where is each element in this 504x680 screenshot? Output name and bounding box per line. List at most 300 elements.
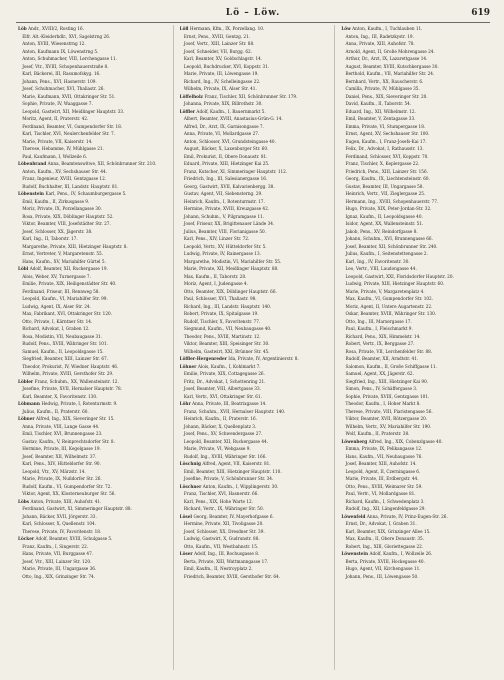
directory-entry	[18, 258, 167, 266]
entry-surname: Löhner	[179, 363, 198, 369]
entry-surname: Löhr	[179, 401, 193, 406]
entry-details: Berta, Private, XIII, Wattmanngasse 17.	[183, 558, 269, 564]
directory-entry	[180, 220, 329, 228]
directory-entry	[341, 198, 490, 206]
directory-entry	[180, 168, 329, 176]
directory-entry	[341, 363, 490, 371]
directory-entry	[341, 258, 490, 266]
directory-entry	[18, 168, 167, 176]
directory-entry	[341, 543, 490, 551]
directory-entry	[18, 63, 167, 71]
entry-details: Ida, Private, IV, Argentinierstr. 8.	[228, 356, 299, 361]
directory-entry	[180, 175, 329, 183]
entry-details: Johann, Schuhm., V, Pilgramgasse 11.	[183, 213, 265, 219]
directory-entry	[18, 378, 167, 386]
directory-entry	[341, 348, 490, 356]
directory-entry	[18, 475, 167, 483]
directory-entry	[341, 490, 490, 498]
entry-details: Gustav, Kaufm., V, Reinprechtsdorfer Str. 8.	[22, 438, 115, 444]
entry-details: Berta, Private, XVIII, Hockegasse 40.	[345, 558, 425, 564]
directory-entry	[18, 100, 167, 108]
directory-entry	[180, 288, 329, 296]
entry-details: Emilie, Private, XIX, Cottagegasse 26.	[183, 371, 265, 376]
entry-details: Franz, Schuhm., XX, Wallensteinstr. 12.	[34, 378, 119, 384]
entry-details: Rudolf, Tischler, X, Favoritenstr. 77.	[183, 318, 261, 324]
entry-details: Hugo, Private, XIX, Peter-Jordan-Str. 32.	[345, 206, 432, 211]
directory-entry	[180, 265, 329, 273]
directory-entry	[341, 415, 490, 423]
entry-details: Emma, Private, VI, Stumpergasse 18.	[345, 123, 426, 129]
directory-entry	[18, 48, 167, 56]
entry-details: Leopold, Agent, II, Czerningasse 6.	[345, 468, 421, 474]
entry-details: Otto, Private, I, Kärntner Str. 14.	[22, 318, 93, 324]
directory-entry	[341, 468, 490, 476]
directory-entry	[180, 310, 329, 318]
directory-entry	[341, 265, 490, 273]
entry-details: Wilhelm, Private, XVIII, Gersthofer Str. 29.	[22, 371, 114, 376]
entry-details: Siegfried, Ing., XIII, Hietzinger Kai 90.	[345, 378, 429, 384]
entry-surname: Löcker	[18, 536, 36, 541]
entry-details: Richard, Kaufm., I, Schwedenplatz 3.	[345, 498, 425, 504]
entry-details: Josef, Schlosser, XX, Jägerstr. 38.	[22, 228, 93, 234]
entry-details: Gustav, Agent, VII, Siebensterng. 29.	[183, 191, 263, 196]
entry-details: Richard, Pens., XIX, Himmelstr. 14.	[345, 333, 421, 339]
directory-entry	[180, 78, 329, 86]
entry-details: Moriz, Private, IX, Porzellangasse 30.	[22, 206, 103, 211]
directory-entry	[180, 475, 329, 483]
entry-details: Rudolf, Pens., XVIII, Währinger Str. 101.	[22, 341, 108, 346]
directory-entry	[180, 250, 329, 258]
entry-details: Josef, Schuhmacher, XVI, Thaliastr. 26.	[22, 86, 105, 91]
directory-entry	[18, 295, 167, 303]
directory-entry	[341, 183, 490, 191]
entry-details: Samuel, Kaufm., II, Leopoldsgasse 15.	[22, 348, 104, 354]
directory-entry	[18, 423, 167, 431]
entry-details: Richard, Ing., IV, Schelleingasse 22.	[183, 78, 261, 84]
directory-entry	[18, 415, 167, 423]
directory-entry	[18, 190, 167, 198]
directory-entry	[18, 160, 167, 168]
directory-entry	[180, 400, 329, 408]
entry-details: Karl, Vertr., XVI, Ottakringer Str. 61.	[183, 393, 262, 399]
entry-details: Hermine, Private, III, Kegelgasse 19.	[22, 446, 101, 451]
entry-details: Therese, Private, IV, Favoritenstr. 18.	[22, 528, 102, 534]
directory-entry	[341, 190, 490, 198]
entry-surname: Löbner	[18, 416, 37, 421]
entry-details: Josef, Beamter, VIII, Albertgasse 33.	[183, 386, 261, 391]
directory-entry	[18, 468, 167, 476]
entry-details: Josefine, Private, XVII, Hernalser Hauptstr. 78.	[22, 386, 122, 391]
directory-entry	[18, 348, 167, 356]
directory-entry	[18, 438, 167, 446]
directory-entry	[341, 340, 490, 348]
directory-entry	[341, 460, 490, 468]
entry-details: Anna, Private, VIII, Lange Gasse 44.	[22, 423, 100, 429]
entry-details: Rudolf, Kaufm., VI, Gumpendorfer Str. 72.	[22, 483, 112, 489]
entry-details: Simon, Pens., IV, Schäffergasse 3.	[345, 386, 418, 391]
directory-entry	[18, 243, 167, 251]
entry-details: Adolf, Ing., III, Rochusgasse 8.	[194, 551, 260, 556]
entry-details: Marie, Kaufmann, XVII, Ottakringer Str. 51.	[22, 93, 116, 99]
entry-surname: Löw	[341, 26, 353, 31]
directory-entry	[180, 445, 329, 453]
directory-entry	[18, 363, 167, 371]
directory-entry	[180, 295, 329, 303]
directory-entry	[180, 565, 329, 573]
entry-details: Anton, XVIII, Wiesenstrng 12.	[22, 41, 86, 46]
directory-entry	[180, 318, 329, 326]
directory-entry	[180, 100, 329, 108]
entry-details: Arthur, Dr., Arzt, IX, Lazarettgasse 14.	[345, 56, 428, 61]
entry-details: Alois, Weber, XV, Turnergasse 7.	[22, 273, 91, 279]
entry-details: Gustav, Beamter, III, Ungargasse 58.	[345, 183, 424, 189]
directory-entry	[180, 205, 329, 213]
directory-entry	[18, 535, 167, 543]
directory-column-3	[341, 25, 490, 670]
entry-details: Josef, Vtr., XVIII, Schopenhauerstraße 8.	[22, 63, 109, 69]
directory-entry	[180, 468, 329, 476]
entry-details: Marie, Private, IX, Nußdorfer Str. 26.	[22, 476, 102, 481]
entry-details: Johann, Bäcker, X, Quellenplatz 3.	[183, 423, 257, 429]
entry-details: Alfred, Agent, VII, Kaiserstr. 81.	[202, 461, 271, 466]
directory-entry	[18, 183, 167, 191]
directory-entry	[180, 513, 329, 521]
entry-surname: Löwenstein	[341, 551, 370, 556]
directory-entry	[18, 520, 167, 528]
directory-entry	[341, 85, 490, 93]
directory-entry	[341, 123, 490, 131]
directory-entry	[341, 400, 490, 408]
directory-entry	[341, 40, 490, 48]
directory-entry	[18, 505, 167, 513]
entry-details: Adolf, Beamter, XVIII, Schulgasse 5.	[35, 536, 113, 541]
entry-surname: Löbenbrand	[18, 161, 48, 166]
entry-details: Anton, Private, XIII, Auhofstr. 41.	[30, 498, 102, 504]
entry-details: Wilhelm, Gastwirt, XXI, Brünner Str. 45.	[183, 348, 270, 354]
directory-entry	[180, 408, 329, 416]
entry-details: Emil, Kaufm., II, Zirkusgasse 9.	[22, 198, 90, 204]
directory-entry	[341, 303, 490, 311]
entry-details: Leo, Vertr., VIII, Laudongasse 44.	[345, 266, 417, 271]
directory-entry	[341, 505, 490, 513]
directory-entry	[180, 370, 329, 378]
entry-details: Georg, Kaufm., IX, Liechtensteinstr. 60.	[345, 176, 430, 181]
directory-entry	[18, 445, 167, 453]
entry-details: Max, Fabrikant, XVI, Ottakringer Str. 120.	[22, 311, 112, 316]
entry-details: Julius, Beamter, VIII, Florianigasse 50.	[183, 228, 267, 234]
directory-entry	[18, 393, 167, 401]
directory-entry	[341, 453, 490, 461]
entry-details: Karl, Ing., II, Taborstr. 17.	[22, 236, 78, 241]
entry-details: Karl, Ing., IV, Favoritenstr. 30.	[345, 258, 410, 264]
entry-details: Berthold, Kaufm., VII, Mariahilfer Str. 24.	[345, 71, 435, 76]
entry-details: Marie, Private, III, Erdbergstr. 44.	[345, 476, 419, 481]
directory-entry	[180, 438, 329, 446]
entry-details: Karl, Beamter, X, Favoritenstr. 130.	[22, 393, 98, 399]
directory-entry	[18, 205, 167, 213]
entry-details: Albert, Beamter, XVIII, Anastasius-Grün-G. 14.	[183, 116, 283, 121]
directory-entry	[341, 438, 490, 446]
entry-surname: Löschner	[179, 483, 203, 489]
entry-details: Leopold, Buchdrucker, XVI, Koppstr. 31.	[183, 63, 270, 69]
entry-details: Max, Kaufm., VI, Gumpendorfer Str. 102.	[345, 296, 434, 301]
column-divider	[334, 25, 335, 670]
entry-details: Wilhelm, Private, IX, Alser Str. 41.	[183, 86, 257, 91]
directory-entry	[180, 228, 329, 236]
entry-details: Anna, Private, III, Beatrixgasse 14.	[192, 401, 267, 406]
entry-details: Anton, Schlosser, XVI, Grundsteingasse 40.	[183, 138, 276, 144]
directory-entry	[18, 93, 167, 101]
directory-entry	[341, 243, 490, 251]
directory-entry	[18, 528, 167, 536]
entry-details: Ferdinand, Schlosser, XVI, Koppstr. 70.	[345, 153, 429, 159]
entry-details: Marie, Private, V, Margaretenplatz 4.	[345, 288, 425, 294]
entry-surname: Löbmann	[18, 401, 42, 406]
directory-entry	[341, 325, 490, 333]
directory-entry	[18, 385, 167, 393]
directory-entry	[341, 25, 490, 33]
entry-surname: Löb	[18, 26, 29, 31]
entry-details: Marie, Private, III, Löwengasse 19.	[183, 71, 259, 76]
entry-details: Franz, Kaufm., I, Singerstr. 22.	[22, 543, 89, 549]
directory-entry	[180, 40, 329, 48]
directory-entry	[180, 340, 329, 348]
entry-details: Siegfried, Beamter, XIII, Lainzer Str. 67.	[22, 356, 109, 361]
entry-details: Rudolf, Ing., XII, Längenfeldgasse 29.	[345, 506, 426, 511]
directory-entry	[341, 48, 490, 56]
entry-details: Julius, Kaufm., I, Seitenstettengasse 2.	[345, 251, 428, 256]
directory-entry	[180, 430, 329, 438]
directory-entry	[341, 295, 490, 303]
entry-details: Franz, Tischler, XII, Schönbrunner Str. 179.	[204, 93, 298, 99]
entry-details: Franz, Schuhm., XVII, Hernalser Hauptstr. 140.	[183, 408, 286, 414]
entry-details: Leopold, Gastwirt, XXI, Floridsdorfer Hauptstr. 20.	[345, 273, 454, 279]
directory-entry	[180, 333, 329, 341]
directory-entry	[341, 378, 490, 386]
directory-entry	[341, 573, 490, 581]
directory-entry	[18, 453, 167, 461]
entry-details: Anton, Kaufm., I, Tuchlauben 11.	[352, 26, 423, 31]
entry-details: Franz, Kutscher, XI, Simmeringer Hauptstr. 112.	[183, 168, 288, 174]
directory-entry	[18, 115, 167, 123]
entry-details: Max, Kaufm., II, Taborstr. 28.	[183, 273, 247, 279]
entry-details: Friedrich, Beamter, XVIII, Gersthofer Str. 64.	[183, 573, 280, 579]
directory-entry	[18, 550, 167, 558]
entry-details: Ernst, Agent, XV, Sechshauser Str. 100.	[345, 131, 430, 136]
entry-details: Hans, Kaufm., XV, Mariahilfer Gürtel 5.	[22, 258, 106, 264]
entry-surname: Löffelholz	[179, 93, 205, 99]
entry-details: Sophie, Private, IV, Waaggasse 7.	[22, 101, 93, 106]
directory-entry	[18, 310, 167, 318]
entry-details: Hedwig, Private, I, Rotenturmstr. 9.	[41, 401, 118, 406]
entry-details: Otto, Pens., XVIII, Weimarer Str. 59.	[345, 483, 423, 489]
entry-details: Emil, Beamter, XIII, Hietzinger Hauptstr. 110.	[183, 468, 282, 474]
entry-details: Salomon, Kaufm., II, Große Schiffgasse 11.	[345, 363, 438, 369]
directory-entry	[18, 175, 167, 183]
entry-details: Moriz, Agent, II, Untere Augartenstr. 22.	[345, 303, 433, 309]
entry-details: Marie, Private, VII, Kaiserstr. 14.	[22, 138, 93, 144]
directory-entry	[180, 138, 329, 146]
entry-details: Anton, Kaufm., XV, Sechshauser Str. 44.	[22, 168, 108, 174]
entry-details: Jakob, Pens., XV, Reindorfgasse 8.	[345, 228, 418, 234]
directory-entry	[180, 490, 329, 498]
entry-details: Margarethe, Private, XIII, Hietzinger Hauptstr. 8.	[22, 243, 128, 249]
directory-entry	[180, 573, 329, 581]
entry-details: Ludwig, Private, XIII, Hietzinger Hauptstr. 60.	[345, 281, 445, 286]
entry-details: Leopold, Kaufm., VI, Mariahilfer Str. 99.	[22, 296, 108, 301]
directory-entry	[18, 33, 167, 41]
directory-entry	[341, 393, 490, 401]
entry-details: Felix, Dr., Advokat, I, Rathausstr. 13.	[345, 146, 424, 151]
entry-details: Viktor, Agent, XX, Klosterneuburger Str. 56.	[22, 491, 116, 496]
entry-details: August, Bäcker, X, Laxenburger Str. 60.	[183, 146, 269, 151]
directory-entry	[18, 55, 167, 63]
entry-details: Isidor, Agent, XX, Wallensteinstr. 51.	[345, 221, 424, 226]
directory-entry	[180, 85, 329, 93]
directory-entry	[341, 273, 490, 281]
directory-entry	[341, 78, 490, 86]
directory-entry	[18, 108, 167, 116]
entry-details: Marie, Private, XII, Meidlinger Hauptstr. 88.	[183, 266, 279, 271]
directory-entry	[180, 280, 329, 288]
directory-entry	[180, 183, 329, 191]
directory-entry	[180, 363, 329, 371]
directory-entry	[18, 213, 167, 221]
directory-entry	[180, 550, 329, 558]
entry-details: Anna, Beamtenswitwe, XII, Schönbrunner Str. 210.	[47, 161, 157, 166]
directory-entry	[180, 303, 329, 311]
entry-details: Heinrich, Vertr., VII, Zieglergasse 25.	[345, 191, 426, 196]
directory-entry	[180, 498, 329, 506]
entry-details: Moriz, Agent, I, Judengasse 4.	[183, 281, 248, 286]
entry-details: Paul, Kaufmann, I, Wollzeile 6.	[22, 153, 88, 159]
directory-entry	[180, 543, 329, 551]
entry-details: Johanna, Private, XIX, Billrothstr. 30.	[183, 101, 263, 106]
directory-entry	[341, 333, 490, 341]
directory-entry	[341, 370, 490, 378]
entry-details: Hugo, Agent, VII, Kirchengasse 11.	[345, 566, 421, 571]
entry-details: Karl, Pens., XIV, Hütteldorfer Str. 90.	[22, 461, 101, 466]
page-number: 619	[471, 8, 490, 18]
directory-entry	[18, 543, 167, 551]
entry-details: Rudolf, Buchhalter, III, Landstr. Hauptstr. 81.	[22, 183, 119, 189]
directory-entry	[341, 175, 490, 183]
entry-details: Ignaz, Kaufm., II, Leopoldsgasse 40.	[345, 213, 423, 219]
directory-entry	[341, 475, 490, 483]
entry-details: Franz, Tischler, X, Keplergasse 22.	[345, 161, 420, 166]
entry-details: Leopold, Vertr., XV, Hütteldorfer Str. 5.	[183, 243, 267, 249]
directory-entry	[341, 205, 490, 213]
entry-details: Paul, Schlosser, XVI, Thaliastr. 98.	[183, 296, 257, 301]
entry-details: Siegmund, Kaufm., VII, Neubaugasse 40.	[183, 326, 272, 331]
entry-details: Karl, Pens., XIX, Hohe Warte 12.	[183, 498, 253, 504]
directory-entry	[18, 235, 167, 243]
entry-details: Anna, Private, IV, Prinz-Eugen-Str. 26.	[366, 513, 448, 519]
entry-details: Hans, Private, VII, Burggasse 47.	[22, 551, 94, 556]
entry-details: Josef, Schlosser, XX, Dresdner Str. 39.	[183, 528, 265, 534]
entry-details: Wolf, Kaufm., II, Praterstr. 38.	[345, 431, 410, 436]
directory-entry	[180, 123, 329, 131]
directory-entry	[18, 280, 167, 288]
directory-entry	[180, 235, 329, 243]
entry-details: Ludwig, Private, IV, Rainergasse 13.	[183, 251, 261, 256]
entry-details: Viktor, Beamter, VIII, Josefstädter Str. 27.	[22, 221, 111, 226]
entry-details: Adolf, Kaufm., I, Bauernmarkt 5.	[196, 108, 266, 114]
directory-entry	[341, 355, 490, 363]
directory-entry	[18, 153, 167, 161]
directory-entry	[18, 138, 167, 146]
entry-surname: Löbs	[18, 498, 31, 504]
entry-details: Karl, Bäckerei, III, Rasumofskyg. 16.	[22, 71, 101, 76]
directory-entry	[180, 415, 329, 423]
directory-entry	[180, 130, 329, 138]
entry-details: Josef, Beamter, XIII, Auhofstr. 14.	[345, 461, 417, 466]
directory-entry	[180, 520, 329, 528]
directory-entry	[341, 535, 490, 543]
entry-details: Alois, Kaufm., I, Kohlmarkt 7.	[197, 363, 261, 369]
directory-entry	[18, 265, 167, 273]
directory-entry	[180, 258, 329, 266]
directory-entry	[341, 288, 490, 296]
entry-details: Therese, Private, VIII, Piaristengasse 56.	[345, 408, 433, 414]
entry-details: Sophie, Private, XVIII, Gentzgasse 101.	[345, 393, 430, 399]
entry-details: Georg, Beamter, IV, Mayerhofgasse 6.	[193, 513, 274, 519]
entry-details: Fritz, Dr., Advokat, I, Schottenring 21.	[183, 378, 266, 384]
directory-entry	[341, 408, 490, 416]
entry-details: Hans, Kaufm., VII, Neubaugasse 76.	[345, 453, 423, 459]
directory-entry	[341, 213, 490, 221]
directory-entry	[341, 430, 490, 438]
entry-details: Marie, Private, VI, Webgasse 9.	[183, 446, 251, 451]
directory-entry	[180, 115, 329, 123]
directory-columns	[18, 25, 490, 670]
entry-details: Robert, Vertr., IX, Berggasse 27.	[345, 341, 415, 346]
entry-details: Theodor, Kaufm., I, Hoher Markt 8.	[345, 401, 421, 406]
entry-details: Ferdinand, Friseur, III, Rennweg 58.	[22, 288, 100, 294]
entry-details: Leopold, Gastwirt, XII, Meidlinger Hauptstr. 33.	[22, 108, 125, 114]
entry-details: Johann, Pens., III, Löwengasse 50.	[345, 573, 419, 579]
directory-entry	[18, 325, 167, 333]
directory-entry	[341, 310, 490, 318]
directory-column-2	[180, 25, 329, 670]
directory-entry	[18, 370, 167, 378]
entry-details: Josef, Vtr., XIII, Lainzer Str. 120.	[22, 558, 92, 564]
directory-entry	[18, 85, 167, 93]
directory-entry	[18, 123, 167, 131]
directory-entry	[180, 145, 329, 153]
directory-entry	[180, 460, 329, 468]
entry-details: Rosa, Private, VII, Lerchenfelder Str. 88.	[345, 348, 433, 354]
directory-entry	[180, 273, 329, 281]
directory-entry	[18, 408, 167, 416]
directory-entry	[180, 423, 329, 431]
entry-details: Ernst, Vertreter, V, Margaretenstr. 55.	[22, 251, 104, 256]
directory-entry	[18, 460, 167, 468]
entry-details: Hermine, Private, XVIII, Kreuzgasse 42.	[183, 206, 270, 211]
entry-details: Paul, Kaufm., I, Fleischmarkt 9.	[345, 326, 413, 331]
entry-details: Johann, Bäcker, XVII, Jörgerstr. 33.	[22, 513, 97, 519]
directory-entry	[180, 70, 329, 78]
directory-entry	[18, 273, 167, 281]
directory-entry	[341, 70, 490, 78]
entry-details: Anton, Ing., III, Radetzkystr. 19.	[345, 33, 414, 39]
entry-details: Margarethe, Modistin, VI, Mariahilfer Str. 55.	[183, 258, 282, 264]
entry-details: Theodor, Prokurist, IV, Wiedner Hauptstr. 46.	[22, 363, 119, 369]
entry-details: Johann, Schuhm., XVI, Brunnengasse 66.	[345, 236, 433, 241]
directory-entry	[18, 333, 167, 341]
entry-details: Daniel, Pens., XIX, Sieveringer Str. 20.	[345, 93, 428, 99]
directory-entry	[180, 243, 329, 251]
